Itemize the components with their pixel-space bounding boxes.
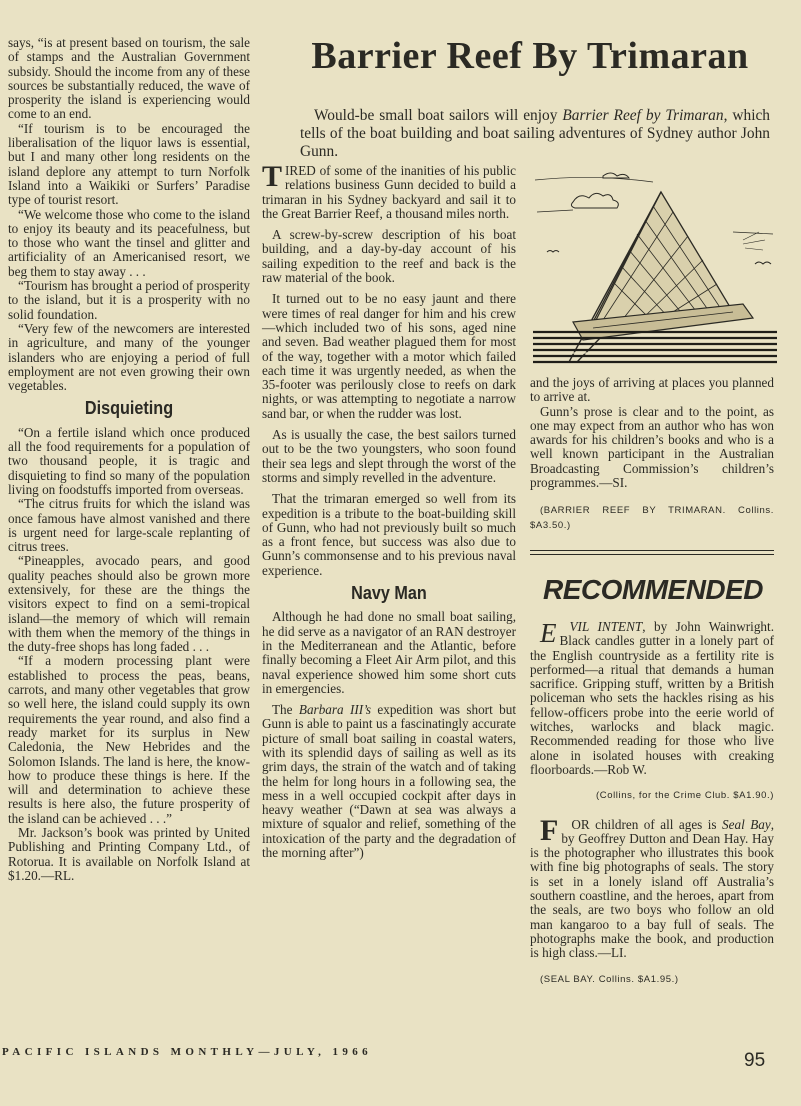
book-credit: (SEAL BAY. Collins. $A1.95.) (540, 973, 679, 985)
paragraph: “If a modern processing plant were established to process the peas, beans, carrots, and many other vegetables that grow so well here, the island could supply its own requirements the year round, and also find a ready market for its surplus in New Caledonia, the New Hebrides and the Solomon Islands. The land is here, the know-how to produce these things is here. If the will and determination to achieve these results is here also, the future prosperity of the island can be achieved . . .” (8, 653, 250, 826)
paragraph: says, “is at present based on tourism, the sale of stamps and the Australian Government subsidy. Should the income from any of these sources be substantially reduced, the wave of prosperity the island is experiencing would come to an end. (8, 35, 250, 122)
paragraph: Although he had done no small boat sailing, he did serve as a navigator of an RAN destroyer in the Mediterranean and the Atlantic, before finally becoming a Fleet Air Arm pilot, and this naval experience showed him some short cuts in emergencies. (262, 609, 516, 696)
drop-cap: F (540, 813, 559, 847)
book-credit: (BARRIER REEF BY TRIMARAN. Collins. $A3.50.) (530, 505, 774, 531)
recommended-column (530, 620, 774, 987)
right-column (530, 376, 774, 533)
review-evil-intent: EVIL INTENT, by John Wainwright. Black candles gutter in a lonely part of the English countryside as a fertility rite is performed—a ritual that demands a human sacrifice. Gripping stuff, written by a British policeman who sets the hackles rising as his fellow-officers probe into the eerie world of witches, warlocks and black magic. Recommended reading for those who live alone in isolated houses with creaking floorboards.—Rob W. (530, 618, 774, 777)
article-intro: Would-be small boat sailors will enjoy Barrier Reef by Trimaran, which tells of the boat building and boat sailing adventures of Sydney author John Gunn. (300, 107, 771, 161)
divider (530, 550, 774, 551)
paragraph: It turned out to be no easy jaunt and there were times of real danger for him and his crew—which included two of his sons, aged nine and seven. Bad weather plagued them for most of the way, together with a motor which failed each time it was urgently needed, as when the 35-footer was perilously close to reefs on dark nights, or was attempting to negotiate a narrow sand bar, or when the rudder was lost. (262, 291, 516, 421)
paragraph: As is usually the case, the best sailors turned out to be the two youngsters, who soon found their sea legs and slept through the worst of the storms and simply revelled in the adventure. (262, 427, 516, 485)
review-seal-bay: FOR children of all ages is Seal Bay, by Geoffrey Dutton and Dean Hay. Hay is the photographer who illustrates this book with fine big photographs of seals. The story is set in a lonely island off Australia’s southern coastline, and the heroes, apart from the seals, are two boys who follow an old man kangaroo to a bay full of seals. The photographs make the book, and production is high class.—LI. (530, 813, 774, 961)
drop-cap: E (540, 618, 557, 648)
paragraph: Mr. Jackson’s book was printed by United Publishing and Printing Company Ltd., of Rotorua. It is available on Norfolk Island at $1.20.—RL. (8, 825, 250, 883)
left-column (8, 36, 250, 883)
paragraph: A screw-by-screw description of his boat building, and a day-by-day account of his sailing expedition to the reef and back is the raw material of the book. (262, 227, 516, 286)
paragraph: The Barbara III’s expedition was short but Gunn is able to paint us a fascinatingly accurate picture of small boat sailing in coastal waters, with its splendid days of sailing as well as its grim days, the strain of the watch and of taking the helm for long hours in a following sea, the mess in a well occupied cockpit after days in heavy weather (“Dawn at sea was always a mixture of squalor and relief, something of the intoxication of the party and the degradation of the morning after”) (262, 702, 516, 861)
middle-column (262, 160, 516, 861)
opening-paragraph: TIRED of some of the inanities of his public relations business Gunn decided to build a trimaran in his Sydney backyard and sail it to the Great Barrier Reef, a thousand miles north. (262, 160, 516, 221)
paragraph: “Tourism has brought a period of prosperity to the island, but it is a prosperity with no solid foundation. (8, 278, 251, 322)
paragraph: “We welcome those who come to the island to enjoy its beauty and its peacefulness, but to those who want the tinsel and glitter and artificiality of an Americanised resort, we beg them to stay away . . . (8, 206, 250, 279)
paragraph: That the trimaran emerged so well from its expedition is a tribute to the boat-building skill of Gunn, who had not previously built so much as a front fence, but success was also due to Gunn’s commonsense and to his previous naval experience. (262, 491, 516, 578)
paragraph: “Very few of the newcomers are interested in agriculture, and many of the younger islanders who are enjoying a period of full employment are not even growing their own vegetables. (8, 320, 250, 394)
paragraph: “On a fertile island which once produced all the food requirements for a population of two thousand people, it is tragic and disquieting to find so many of the population living on foodstuffs imported from overseas. (8, 424, 250, 497)
page-footer: PACIFIC ISLANDS MONTHLY—JULY, 1966 (2, 1046, 373, 1058)
paragraph: and the joys of arriving at places you planned to arrive at. (530, 375, 774, 405)
paragraph: “If tourism is to be encouraged the liberalisation of the liquor laws is essential, but I and many other long residents on the island deplore any attempt to turn Norfolk Island into a Waikiki or Surfers’ Paradise type of tourist resort. (8, 120, 250, 208)
paragraph: “The citrus fruits for which the island was once famous have almost vanished and there is urgent need for large-scale replanting of citrus trees. (8, 496, 250, 555)
subheading-navy-man: Navy Man (351, 583, 427, 604)
divider (530, 554, 774, 555)
page-number: 95 (744, 1050, 766, 1071)
article-title: Barrier Reef By Trimaran (311, 35, 749, 77)
paragraph: Gunn’s prose is clear and to the point, as one may expect from an author who has won awards for his children’s books and who is a well known participant in the Australian Broadcasting Commission’s children’s programmes.—SI. (530, 403, 774, 491)
drop-cap: T (262, 160, 283, 193)
section-heading-recommended: RECOMMENDED (542, 574, 764, 605)
subheading-disquieting: Disquieting (84, 398, 174, 419)
book-credit: (Collins, for the Crime Club. $A1.90.) (595, 790, 774, 802)
paragraph: “Pineapples, avocado pears, and good quality peaches should also be grown more extensively, for these are the things the visitors expect to find on a semi-tropical island—the memory of which will remain with them when the memory of the things in the duty-free shops has long faded . . . (8, 553, 250, 655)
trimaran-illustration (533, 172, 777, 368)
